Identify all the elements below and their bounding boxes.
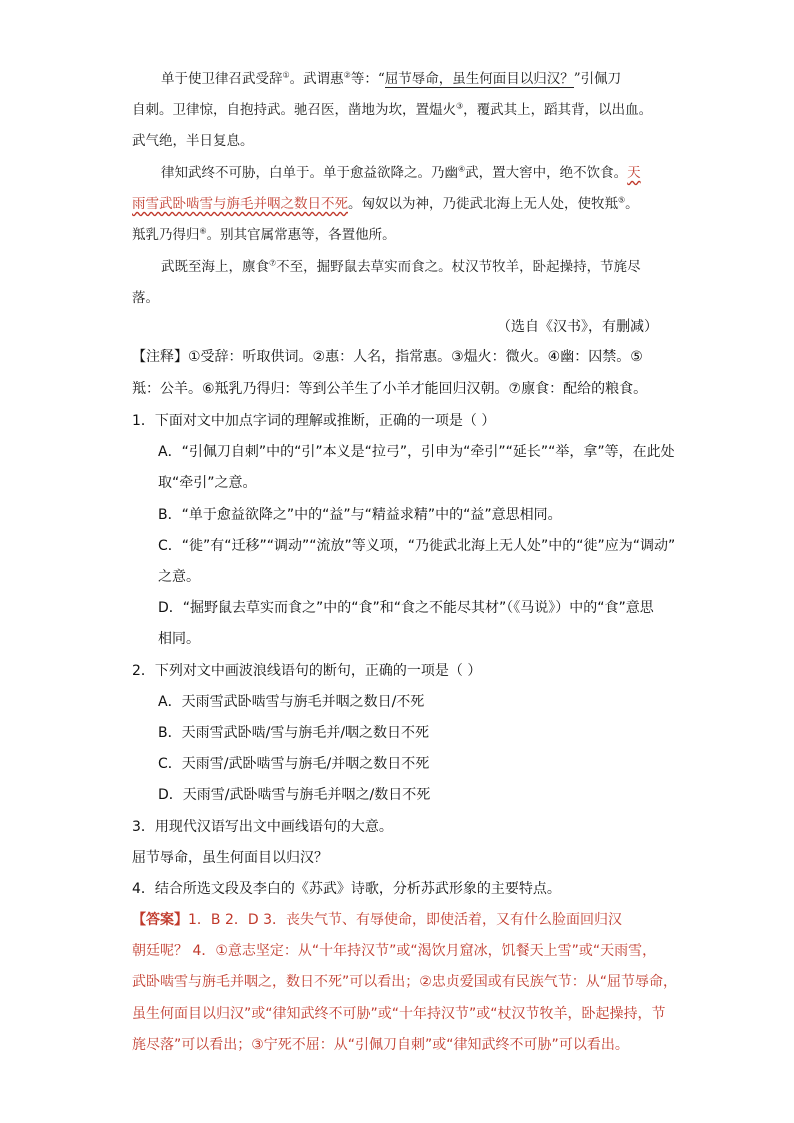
question-4-stem: 4．结合所选文段及李白的《苏武》诗歌，分析苏武形象的主要特点。 — [132, 881, 561, 897]
passage-line — [132, 286, 159, 306]
footnote-marker: ④ — [458, 164, 466, 174]
footnote-marker: ⑤ — [618, 195, 626, 205]
wavy-sentence: 雨雪武卧啮雪与旃毛并咽之数日不死 — [132, 196, 348, 212]
passage-text: 律知武终不可胁，白单于。单于愈益欲降之。乃幽 — [161, 165, 458, 181]
option-a: A．“引佩刀自刺”中的“引”本义是“拉弓”，引申为“牵引”“延长”“举，拿”等，在此处 — [158, 444, 675, 460]
passage-text: 武，置大窖中，绝不饮食。 — [465, 165, 628, 181]
option-b: B．“单于愈益欲降之”中的“益”与“精益求精”中的“益”意思相同。 — [158, 507, 562, 523]
passage-line — [161, 161, 641, 181]
passage-text: ，覆武其上，蹈其背，以出血。 — [463, 102, 653, 118]
passage-text: 。匈奴以为神，乃徙武北海上无人处，使牧羝 — [348, 196, 618, 212]
footnote-marker: ① — [282, 70, 290, 80]
question-3-sentence: 屈节辱命，虽生何面目以归汉？ — [132, 850, 328, 866]
passage-line — [161, 67, 621, 87]
passage-line — [132, 129, 254, 149]
answer-text: 1．B 2．D 3．丧失气节、有辱使命，即使活着，又有什么脸面回归汉 — [188, 912, 623, 928]
passage-line — [132, 223, 396, 243]
option-c: C．“徙”有“迁移”“调动”“流放”等义项，“乃徙武北海上无人处”中的“徙”应为“调动” — [158, 538, 676, 554]
option-d: D．天雨雪/武卧啮雪与旃毛并咽之/数日不死 — [158, 787, 431, 803]
passage-text: 。武谓惠 — [289, 71, 344, 87]
passage-line — [132, 192, 639, 212]
footnote-marker: ③ — [456, 101, 464, 111]
passage-text: 不至，掘野鼠去草实而食之。杖汉节牧羊，卧起操持，节旄尽 — [276, 259, 641, 275]
passage-text: 等：“ — [350, 71, 385, 87]
passage-line — [161, 255, 641, 275]
passage-text: 。别其官属常惠等，各置他所。 — [206, 227, 396, 243]
passage-text: 武既至海上，廪食 — [161, 259, 269, 275]
option-b: B．天雨雪武卧啮/雪与旃毛并/咽之数日不死 — [158, 725, 430, 741]
passage-text: 。 — [625, 196, 639, 212]
answer-line: 武卧啮雪与旃毛并咽之，数日不死”可以看出；②忠贞爱国或有民族气节：从“屈节辱命， — [132, 974, 678, 990]
option-a: A．天雨雪武卧啮雪与旃毛并咽之数日/不死 — [158, 694, 425, 710]
option-c: C．天雨雪/武卧啮雪与旃毛/并咽之数日不死 — [158, 756, 430, 772]
question-1-stem: 1．下面对文中加点字词的理解或推断，正确的一项是（ ） — [132, 413, 496, 429]
passage-text: 武气绝，半日复息。 — [132, 133, 254, 149]
passage-text: ”引佩刀 — [573, 71, 622, 87]
option-a-cont: 取“牵引”之意。 — [158, 475, 257, 491]
footnote-marker: ⑥ — [199, 226, 207, 236]
answer-line: 虽生何面目以归汉”或“律知武终不可胁”或“十年持汉节”或“杖汉节牧羊，卧起操持，节 — [132, 1006, 666, 1022]
option-d: D．“掘野鼠去草实而食之”中的“食”和“食之不能尽其材”（《马说》）中的“食”意思 — [158, 600, 654, 616]
source-citation: （选自《汉书》，有删减） — [497, 319, 658, 335]
option-d-cont: 相同。 — [158, 631, 200, 647]
passage-text: 落。 — [132, 290, 159, 306]
footnote-marker: ⑦ — [269, 258, 277, 268]
passage-text: 羝乳乃得归 — [132, 227, 200, 243]
answer-line: 朝廷呢？ 4．①意志坚定：从“十年持汉节”或“渴饮月窟冰，饥餐天上雪”或“天雨雪， — [132, 943, 657, 959]
option-c-cont: 之意。 — [158, 569, 200, 585]
notes-line: 羝：公羊。⑥羝乳乃得归：等到公羊生了小羊才能回归汉朝。⑦廪食：配给的粮食。 — [132, 381, 648, 397]
answer-label: 【答案】 — [132, 912, 188, 928]
question-2-stem: 2．下列对文中画波浪线语句的断句，正确的一项是（ ） — [132, 663, 482, 679]
wavy-sentence: 天 — [627, 165, 641, 181]
underlined-sentence: 屈节辱命，虽生何面目以归汉？ — [384, 71, 574, 87]
passage-text: 自刺。卫律惊，自抱持武。驰召医，凿地为坎，置煴火 — [132, 102, 456, 118]
question-3-stem: 3．用现代汉语写出文中画线语句的大意。 — [132, 819, 393, 835]
answer-line: 旄尽落”可以看出；③宁死不屈：从“引佩刀自刺”或“律知武终不可胁”可以看出。 — [132, 1037, 629, 1053]
passage-text: 单于使卫律召武受辞 — [161, 71, 283, 87]
footnote-marker: ② — [343, 70, 351, 80]
answer-line — [132, 909, 622, 929]
passage-line — [132, 98, 652, 118]
notes-line: 【注释】①受辞：听取供词。②惠：人名，指常惠。③煴火：微火。④幽：囚禁。⑤ — [132, 349, 643, 365]
